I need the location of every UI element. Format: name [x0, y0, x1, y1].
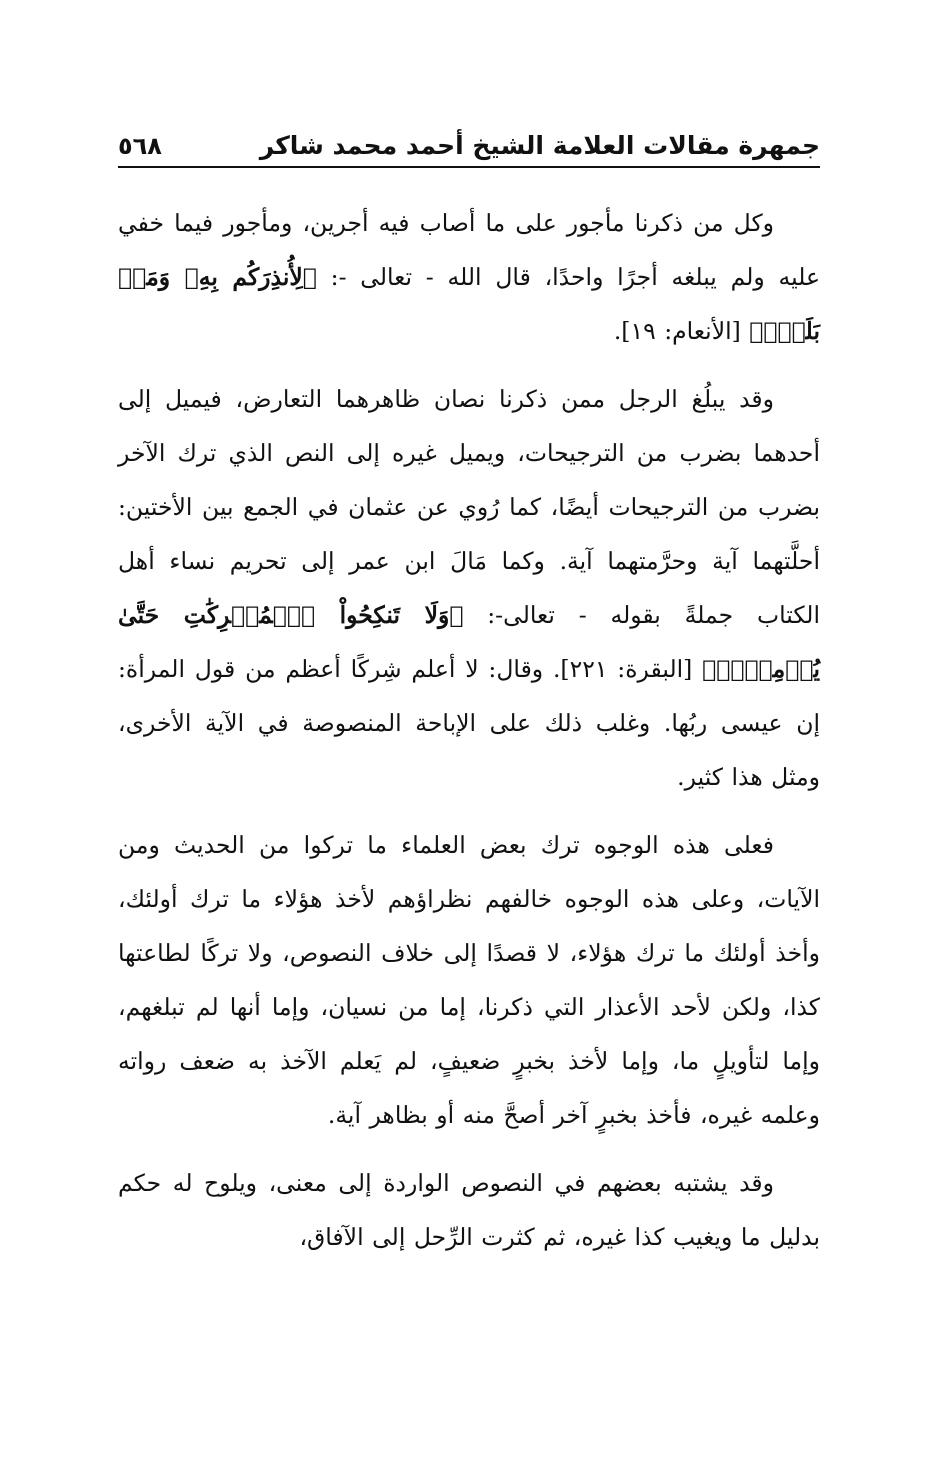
page-header	[118, 120, 820, 168]
page-body	[118, 196, 820, 1264]
paragraph-text-continued: [البقرة: ٢٢١]. وقال: لا أعلم شِركًا أعظم من قول المرأة: إن عيسى ربُها. وغلب ذلك على الإباحة المنصوصة في الآية الأخرى، ومثل هذا كثير.	[118, 655, 820, 791]
paragraph-4: وقد يشتبه بعضهم في النصوص الواردة إلى معنى، ويلوح له حكم بدليل ما ويغيب كذا غيره، ثم كثرت الرِّحل إلى الآفاق،	[118, 1169, 820, 1251]
paragraph-text: وكل من ذكرنا مأجور على ما أصاب فيه أجرين، ومأجور فيما خفي عليه ولم يبلغه أجرًا واحدًا، قال الله - تعالى -:	[118, 209, 820, 291]
quran-verse: ﴿وَلَا تَنكِحُواْ ٱلۡمُشۡرِكَٰتِ حَتَّىٰ يُؤۡمِنَّۚ﴾	[118, 601, 820, 683]
paragraph-3: فعلى هذه الوجوه ترك بعض العلماء ما تركوا من الحديث ومن الآيات، وعلى هذه الوجوه خالفهم نظراؤهم لأخذ هؤلاء ما ترك أولئك، وأخذ أولئك ما ترك هؤلاء، لا قصدًا إلى خلاف النصوص، ولا تركًا لطاعتها كذا، ولكن لأحد الأعذار التي ذكرنا، إما من نسيان، وإما أنها لم تبلغهم، وإما لتأويلٍ ما، وإما لأخذ بخبرٍ ضعيفٍ، لم يَعلم الآخذ به ضعف رواته وعلمه غيره، فأخذ بخبرٍ آخر أصحَّ منه أو بظاهر آية.	[118, 831, 820, 1129]
paragraph-2	[118, 372, 820, 804]
paragraph-1	[118, 196, 820, 358]
page-number: ٥٦٨	[118, 132, 162, 160]
book-page	[118, 120, 820, 1278]
quran-verse: ﴿لِأُنذِرَكُم بِهِۦ وَمَنۢ بَلَغَۚ﴾	[118, 263, 820, 345]
verse-reference: [الأنعام: ١٩].	[613, 317, 750, 345]
paragraph-text: وقد يبلُغ الرجل ممن ذكرنا نصان ظاهرهما التعارض، فيميل إلى أحدهما بضرب من الترجيحات، ويميل غيره إلى النص الذي ترك الآخر بضرب من الترجيحات أيضًا، كما رُوي عن عثمان في الجمع بين الأختين: أحلَّتهما آية وحرَّمتهما آية. وكما مَالَ ابن عمر إلى تحريم نساء أهل الكتاب جملةً بقوله - تعالى-:	[118, 385, 820, 629]
running-title: جمهرة مقالات العلامة الشيخ أحمد محمد شاكر	[259, 131, 820, 160]
